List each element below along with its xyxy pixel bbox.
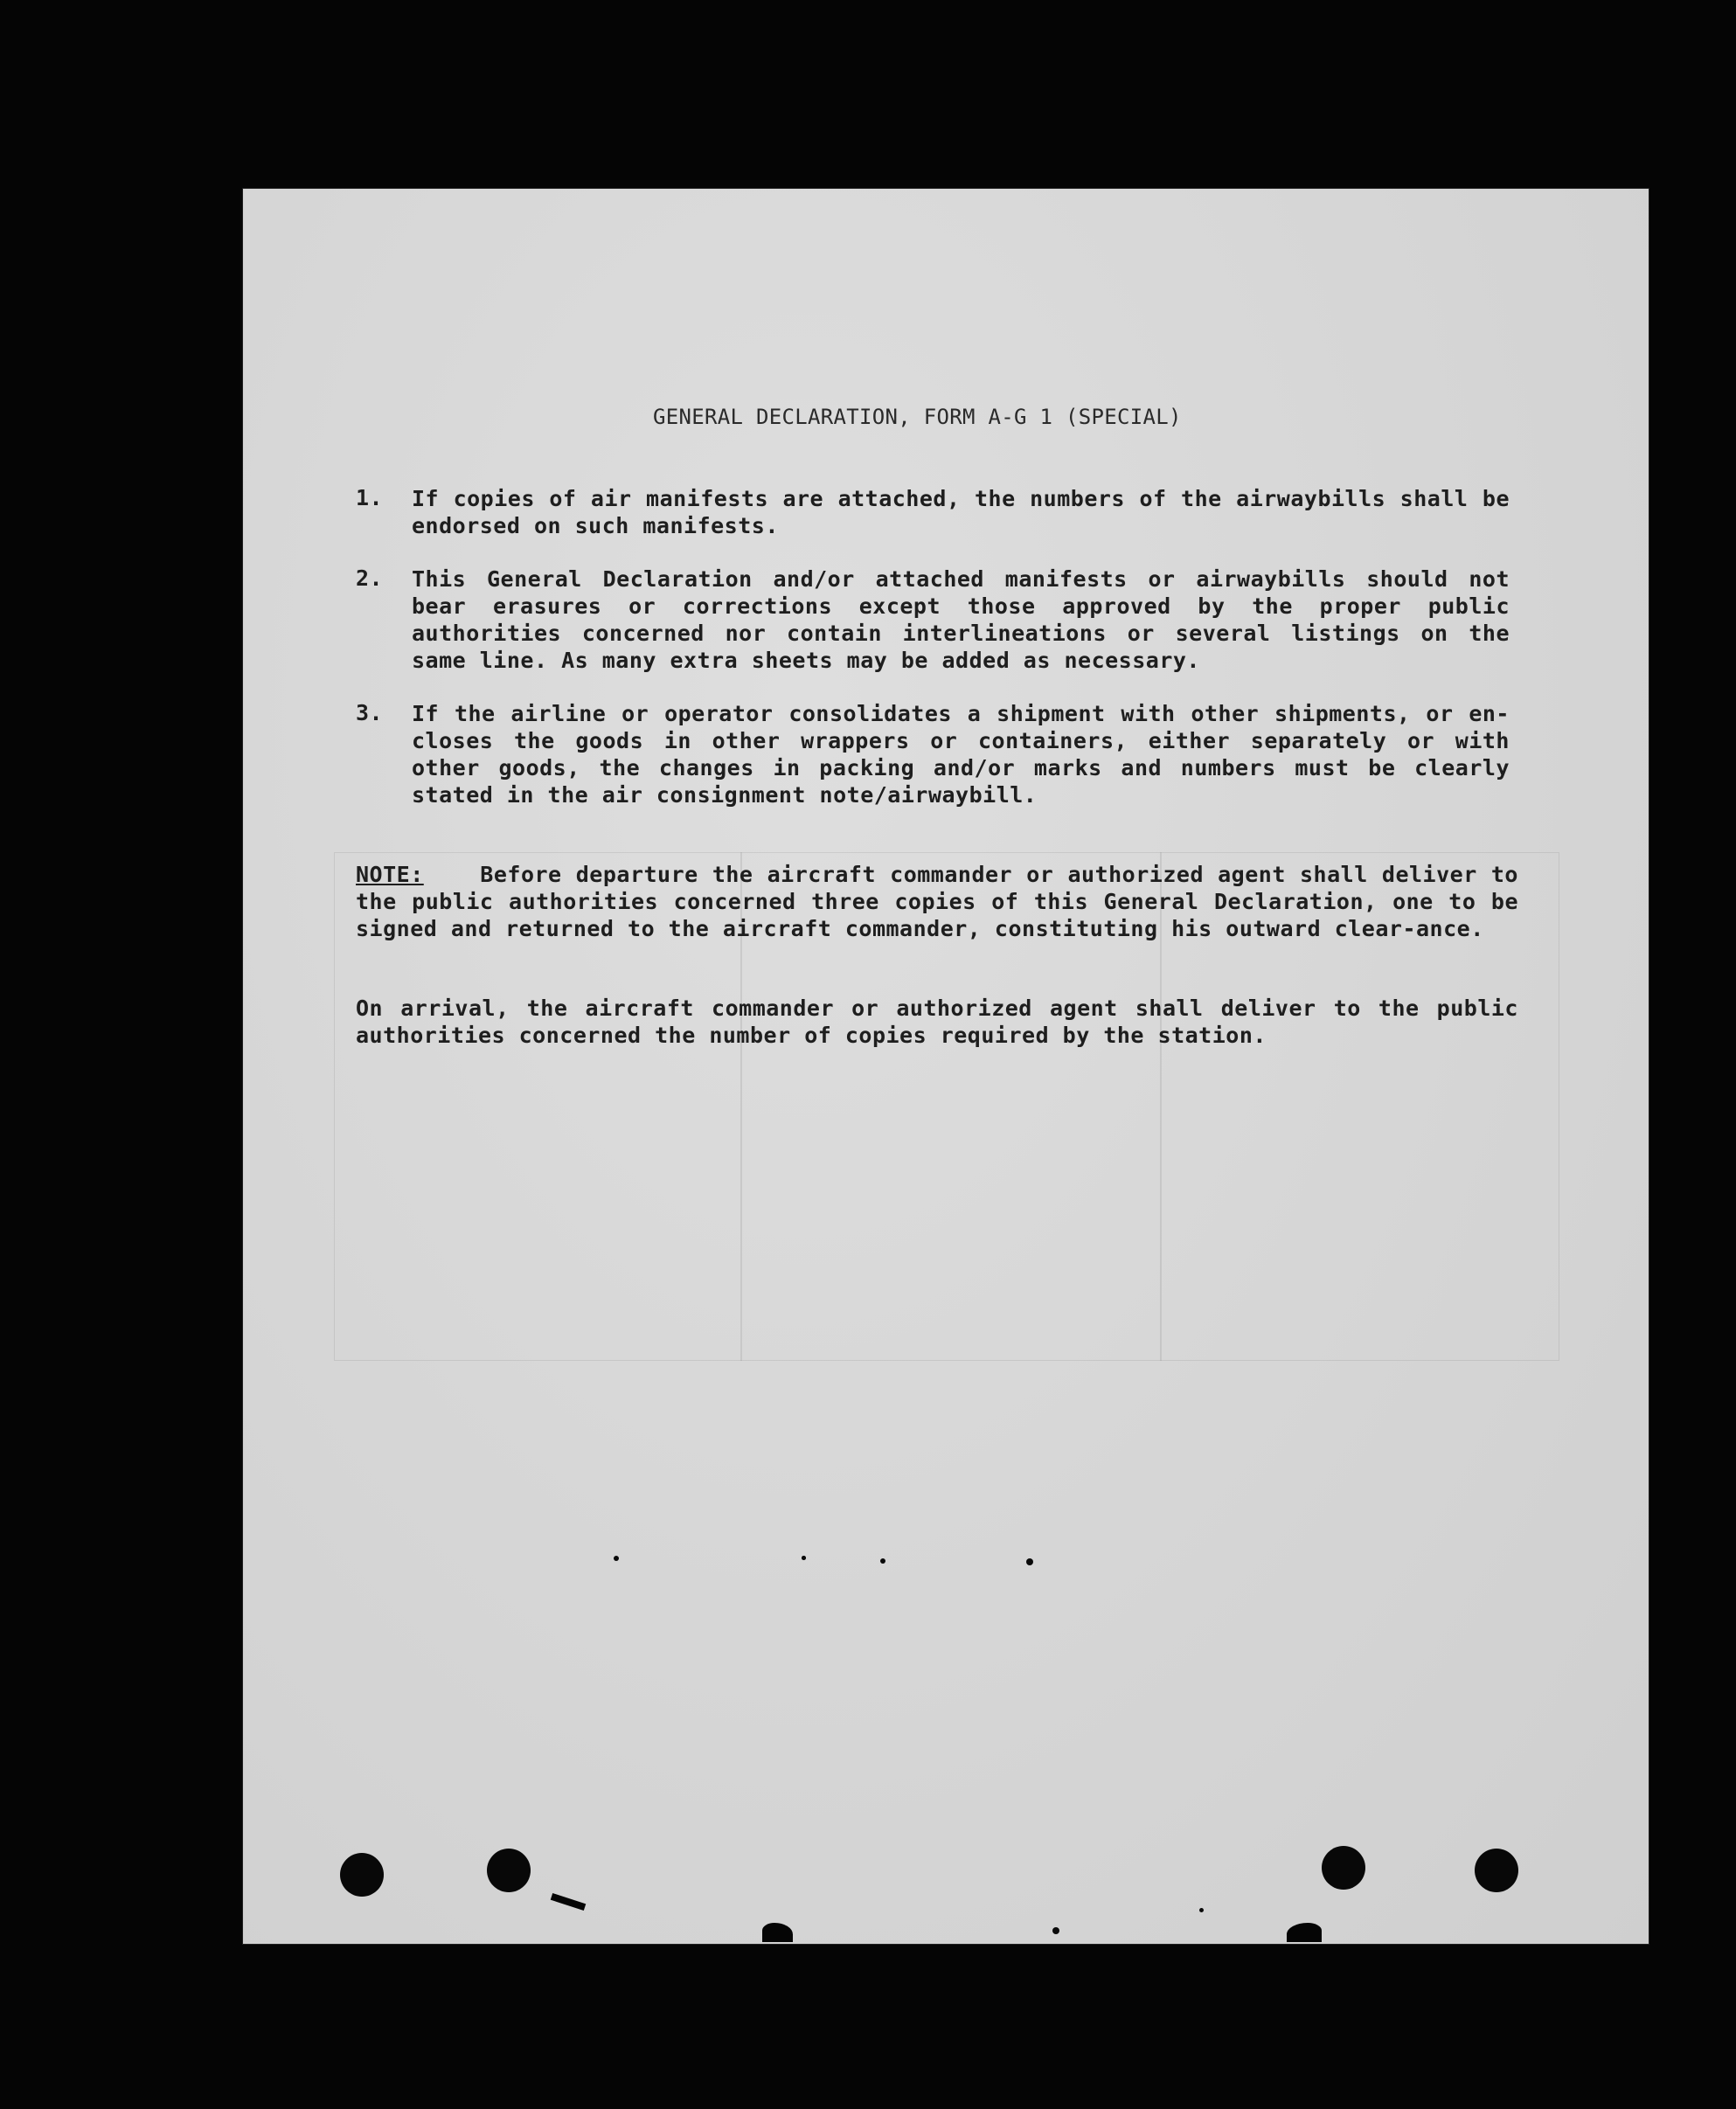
speck xyxy=(802,1556,806,1560)
note-paragraph xyxy=(356,861,1518,942)
instruction-item xyxy=(356,565,1510,674)
item-number: 2. xyxy=(356,565,384,591)
note-text: Before departure the aircraft commander or authorized agent shall deliver to the public authorities concerned three copies of this General Declaration, one to be signed and returned to the aircraft commander, constituting his outward clear-ance. xyxy=(356,862,1518,941)
document-title: GENERAL DECLARATION, FORM A-G 1 (SPECIAL) xyxy=(653,405,1182,429)
speck xyxy=(614,1556,619,1561)
speck xyxy=(1026,1558,1033,1565)
item-text: This General Declaration and/or attached manifests or airwaybills should not bear erasures or corrections except those approved by the proper public authorities concerned nor contain interlineations or several listings on the same line. As many extra sheets may be added as necessary. xyxy=(412,566,1510,673)
document-page xyxy=(242,188,1649,1945)
arrival-paragraph: On arrival, the aircraft commander or authorized agent shall deliver to the public authorities concerned the number of copies required by the station. xyxy=(356,996,1518,1048)
instruction-item xyxy=(356,485,1510,539)
edge-tear xyxy=(551,1893,587,1911)
punch-hole xyxy=(1322,1846,1365,1890)
edge-tear xyxy=(1287,1923,1322,1942)
item-text: If copies of air manifests are attached, the numbers of the airwaybills shall be endorsed on such manifests. xyxy=(412,486,1510,538)
speck xyxy=(1052,1927,1059,1934)
item-number: 3. xyxy=(356,700,384,725)
edge-tear xyxy=(762,1923,793,1942)
note-label: NOTE: xyxy=(356,862,424,887)
punch-hole xyxy=(1475,1849,1518,1892)
punch-hole xyxy=(487,1849,531,1892)
speck xyxy=(1199,1908,1204,1912)
item-text: If the airline or operator consolidates a shipment with other shipments, or en-closes the goods in other wrappers or containers, either separately or with other goods, the changes in packing and/or marks and numbers must be clearly stated in the air consignment note/airwaybill. xyxy=(412,701,1510,808)
speck xyxy=(880,1558,885,1564)
item-number: 1. xyxy=(356,485,384,510)
instruction-item xyxy=(356,700,1510,808)
punch-hole xyxy=(340,1853,384,1897)
